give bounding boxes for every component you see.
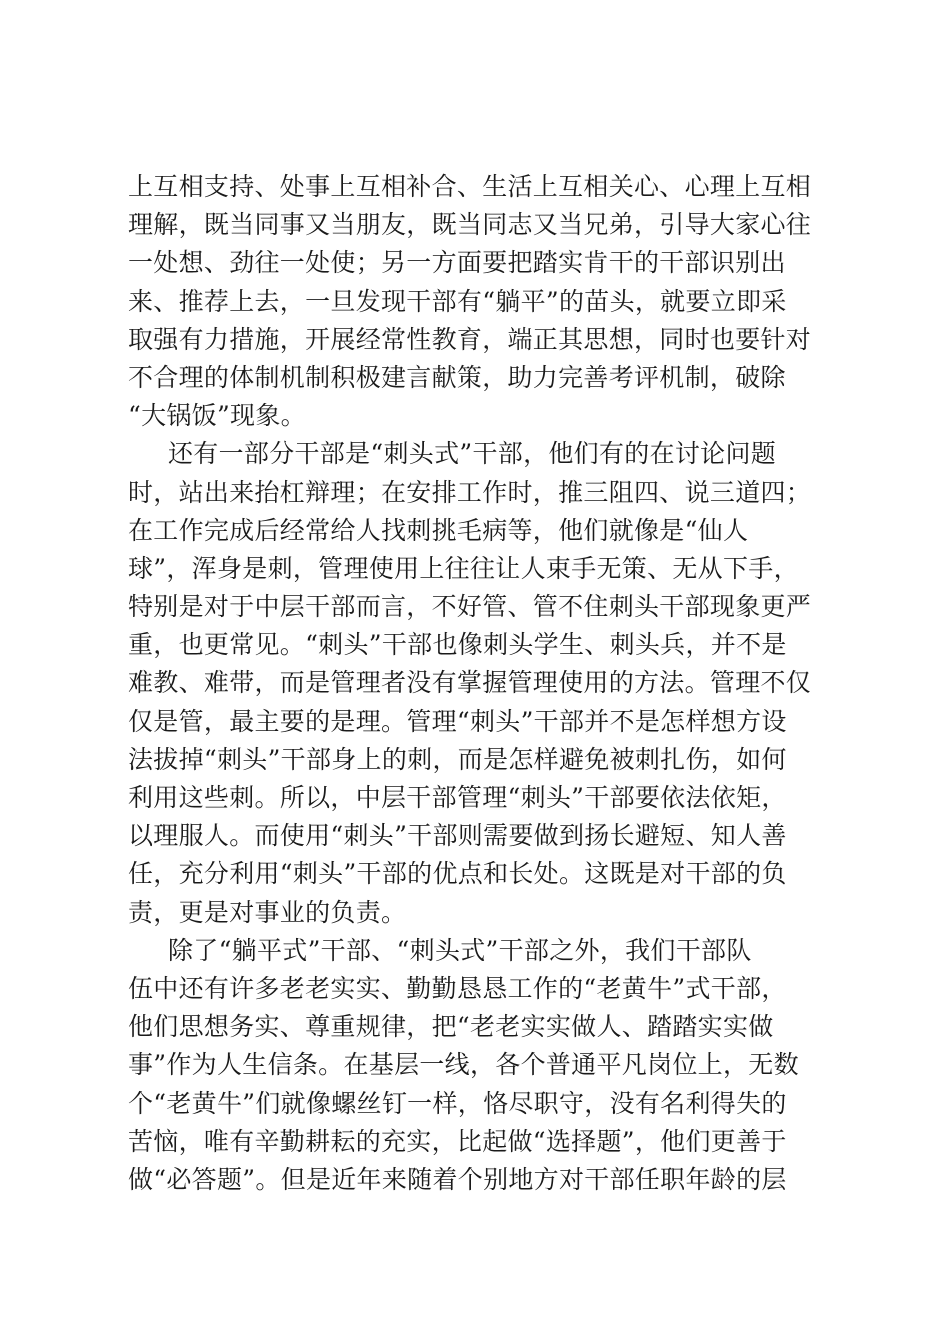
text-line: 事”作为人生信条。在基层一线，各个普通平凡岗位上，无数: [128, 1050, 799, 1080]
text-line: 一处想、劲往一处使；另一方面要把踏实肯干的干部识别出: [128, 248, 786, 278]
text-line: 责，更是对事业的负责。: [128, 897, 407, 927]
text-line: 在工作完成后经常给人找刺挑毛病等，他们就像是“仙人: [128, 515, 749, 545]
text-line: 取强有力措施，开展经常性教育，端正其思想，同时也要针对: [128, 324, 812, 354]
text-line: 重，也更常见。“刺头”干部也像刺头学生、刺头兵，并不是: [128, 630, 787, 660]
text-line: 理解，既当同事又当朋友，既当同志又当兄弟，引导大家心往: [128, 210, 812, 240]
text-line: 个“老黄牛”们就像螺丝钉一样，恪尽职守，没有名利得失的: [128, 1088, 787, 1118]
text-line: 球”，浑身是刺，管理使用上往往让人束手无策、无从下手，: [128, 553, 799, 583]
text-line: 时，站出来抬杠辩理；在安排工作时，推三阻四、说三道四；: [128, 477, 812, 507]
text-line: 做“必答题”。但是近年来随着个别地方对干部任职年龄的层: [128, 1164, 787, 1194]
text-line: 以理服人。而使用“刺头”干部则需要做到扬长避短、知人善: [128, 821, 787, 851]
text-line: 任，充分利用“刺头”干部的优点和长处。这既是对干部的负: [128, 859, 787, 889]
text-line: 伍中还有许多老老实实、勤勤恳恳工作的“老黄牛”式干部，: [128, 973, 787, 1003]
text-line: 除了“躺平式”干部、“刺头式”干部之外，我们干部队: [168, 935, 752, 965]
text-line: 利用这些刺。所以，中层干部管理“刺头”干部要依法依矩，: [128, 783, 787, 812]
text-line: 法拔掉“刺头”干部身上的刺，而是怎样避免被刺扎伤，如何: [128, 744, 787, 774]
text-line: 上互相支持、处事上互相补合、生活上互相关心、心理上互相: [128, 172, 812, 201]
text-line: 还有一部分干部是“刺头式”干部，他们有的在讨论问题: [168, 439, 777, 469]
text-line: 他们思想务实、尊重规律，把“老老实实做人、踏踏实实做: [128, 1012, 774, 1042]
text-line: “大锅饭”现象。: [128, 401, 306, 431]
text-line: 仅是管，最主要的是理。管理“刺头”干部并不是怎样想方设: [128, 706, 787, 736]
body-text: [128, 168, 828, 1199]
text-line: 难教、难带，而是管理者没有掌握管理使用的方法。管理不仅: [128, 668, 812, 698]
text-line: 苦恼，唯有辛勤耕耘的充实，比起做“选择题”，他们更善于: [128, 1126, 787, 1156]
text-line: 不合理的体制机制积极建言献策，助力完善考评机制，破除: [128, 362, 786, 392]
text-line: 特别是对于中层干部而言，不好管、管不住刺头干部现象更严: [128, 592, 812, 622]
text-line: 来、推荐上去，一旦发现干部有“躺平”的苗头，就要立即采: [128, 286, 787, 316]
